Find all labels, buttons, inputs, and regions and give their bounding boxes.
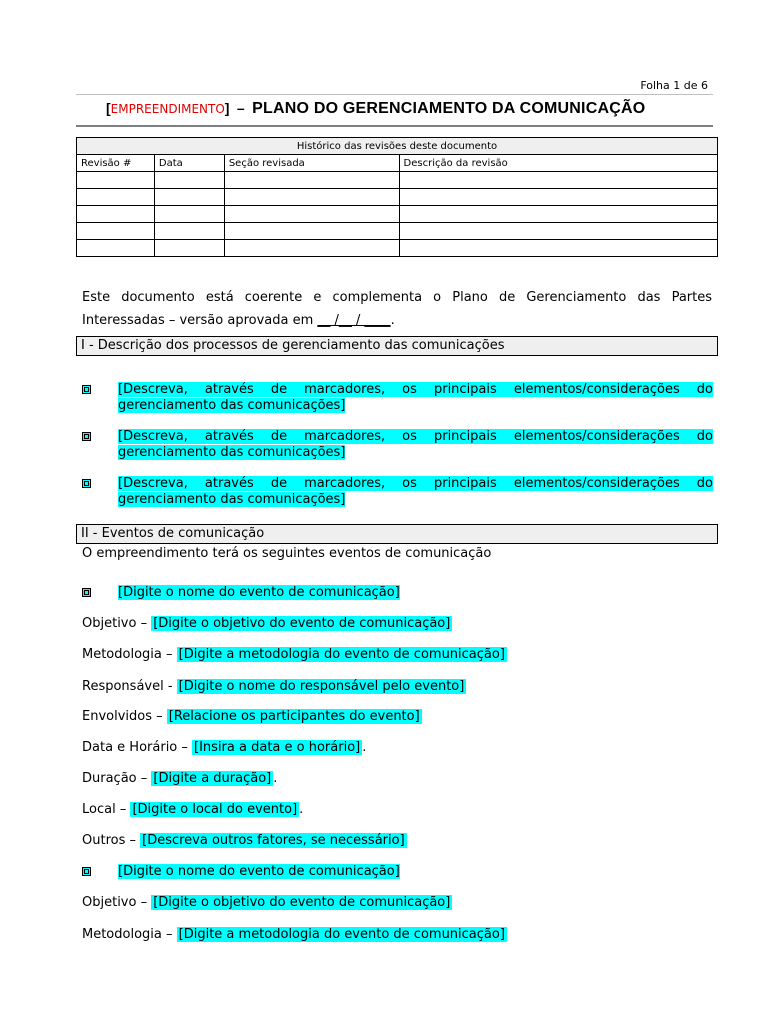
checkbox-bullet-icon	[82, 479, 91, 488]
section-title: II - Eventos de comunicação	[81, 526, 265, 541]
document-title	[106, 100, 645, 118]
checkbox-bullet-icon	[82, 867, 91, 876]
section-heading-1	[76, 336, 718, 356]
event-name[interactable]: [Digite o nome do evento de comunicação]	[118, 864, 400, 879]
table-cell[interactable]	[399, 206, 717, 223]
table-cell[interactable]	[77, 206, 155, 223]
table-cell[interactable]	[154, 223, 224, 240]
table-header-row	[77, 155, 718, 172]
bullet-text[interactable]: [Descreva, através de marcadores, os principais elementos/considerações do gerenciamento das comunicações]	[118, 429, 713, 460]
intro-paragraph	[82, 286, 712, 332]
metodologia-placeholder[interactable]: [Digite a metodologia do evento de comunicação]	[178, 927, 505, 942]
column-header: Revisão #	[77, 155, 155, 172]
metodologia-placeholder[interactable]: [Digite a metodologia do evento de comunicação]	[178, 647, 505, 662]
table-cell[interactable]	[399, 223, 717, 240]
section-title: I - Descrição dos processos de gerenciamento das comunicações	[81, 338, 505, 353]
table-row	[77, 172, 718, 189]
section-heading-2	[76, 524, 718, 544]
table-cell[interactable]	[154, 172, 224, 189]
table-caption-row	[77, 138, 718, 155]
column-header: Data	[154, 155, 224, 172]
table-cell[interactable]	[77, 240, 155, 257]
event-objetivo: Objetivo – [Digite o objetivo do evento de comunicação]	[82, 616, 451, 631]
intro-text: Este documento está coerente e complementa o Plano de Gerenciamento das Partes Interessadas – versão aprovada em	[82, 290, 712, 328]
table-row	[77, 223, 718, 240]
table-row	[77, 206, 718, 223]
page-counter: Folha 1 de 6	[640, 79, 708, 92]
table-cell[interactable]	[224, 189, 399, 206]
column-header: Seção revisada	[224, 155, 399, 172]
table-cell[interactable]	[77, 172, 155, 189]
event-objetivo: Objetivo – [Digite o objetivo do evento de comunicação]	[82, 895, 451, 910]
local-placeholder[interactable]: [Digite o local do evento]	[132, 802, 298, 817]
title-bar	[76, 94, 713, 127]
table-cell[interactable]	[399, 172, 717, 189]
table-cell[interactable]	[224, 223, 399, 240]
checkbox-bullet-icon	[82, 385, 91, 394]
table-cell[interactable]	[399, 240, 717, 257]
envolvidos-placeholder[interactable]: [Relacione os participantes do evento]	[168, 709, 420, 724]
table-row	[77, 240, 718, 257]
event-envolvidos: Envolvidos – [Relacione os participantes do evento]	[82, 709, 420, 724]
event-outros: Outros – [Descreva outros fatores, se necessário]	[82, 833, 405, 848]
bullet-text[interactable]: [Descreva, através de marcadores, os principais elementos/considerações do gerenciamento das comunicações]	[118, 476, 713, 507]
event-duracao: Duração – [Digite a duração] .	[82, 771, 278, 786]
objetivo-placeholder[interactable]: [Digite o objetivo do evento de comunicação]	[153, 616, 451, 631]
title-text: PLANO DO GERENCIAMENTO DA COMUNICAÇÃO	[252, 100, 646, 117]
event-data-horario: Data e Horário – [Insira a data e o horário] .	[82, 740, 367, 755]
table-row	[77, 189, 718, 206]
empreendimento-placeholder[interactable]: EMPREENDIMENTO	[110, 102, 225, 116]
responsavel-placeholder[interactable]: [Digite o nome do responsável pelo evento]	[178, 679, 465, 694]
table-cell[interactable]	[77, 189, 155, 206]
checkbox-bullet-icon	[82, 588, 91, 597]
table-cell[interactable]	[154, 189, 224, 206]
bullet-text[interactable]: [Descreva, através de marcadores, os principais elementos/considerações do gerenciamento das comunicações]	[118, 382, 713, 413]
event-responsavel: Responsável - [Digite o nome do responsável pelo evento]	[82, 679, 465, 694]
revision-history-table	[76, 137, 718, 257]
table-cell[interactable]	[224, 240, 399, 257]
data-placeholder[interactable]: [Insira a data e o horário]	[194, 740, 361, 755]
approval-date-blank[interactable]: __ /__ / ____	[317, 313, 391, 328]
table-cell[interactable]	[154, 240, 224, 257]
title-bracket-close: ]	[224, 100, 230, 116]
outros-placeholder[interactable]: [Descreva outros fatores, se necessário]	[142, 833, 405, 848]
event-name[interactable]: [Digite o nome do evento de comunicação]	[118, 585, 400, 600]
table-cell[interactable]	[224, 206, 399, 223]
objetivo-placeholder[interactable]: [Digite o objetivo do evento de comunicação]	[153, 895, 451, 910]
checkbox-bullet-icon	[82, 432, 91, 441]
title-dash: –	[236, 100, 245, 116]
table-caption: Histórico das revisões deste documento	[77, 138, 718, 155]
event-local: Local – [Digite o local do evento] .	[82, 802, 304, 817]
event-metodologia: Metodologia – [Digite a metodologia do evento de comunicação]	[82, 927, 505, 942]
column-header: Descrição da revisão	[399, 155, 717, 172]
intro-period: .	[390, 313, 395, 328]
table-cell[interactable]	[399, 189, 717, 206]
table-cell[interactable]	[224, 172, 399, 189]
table-cell[interactable]	[77, 223, 155, 240]
event-metodologia: Metodologia – [Digite a metodologia do evento de comunicação]	[82, 647, 505, 662]
table-cell[interactable]	[154, 206, 224, 223]
title-bracket-open: [	[106, 100, 111, 116]
duracao-placeholder[interactable]: [Digite a duração]	[153, 771, 272, 786]
events-intro: O empreendimento terá os seguintes eventos de comunicação	[82, 546, 492, 561]
